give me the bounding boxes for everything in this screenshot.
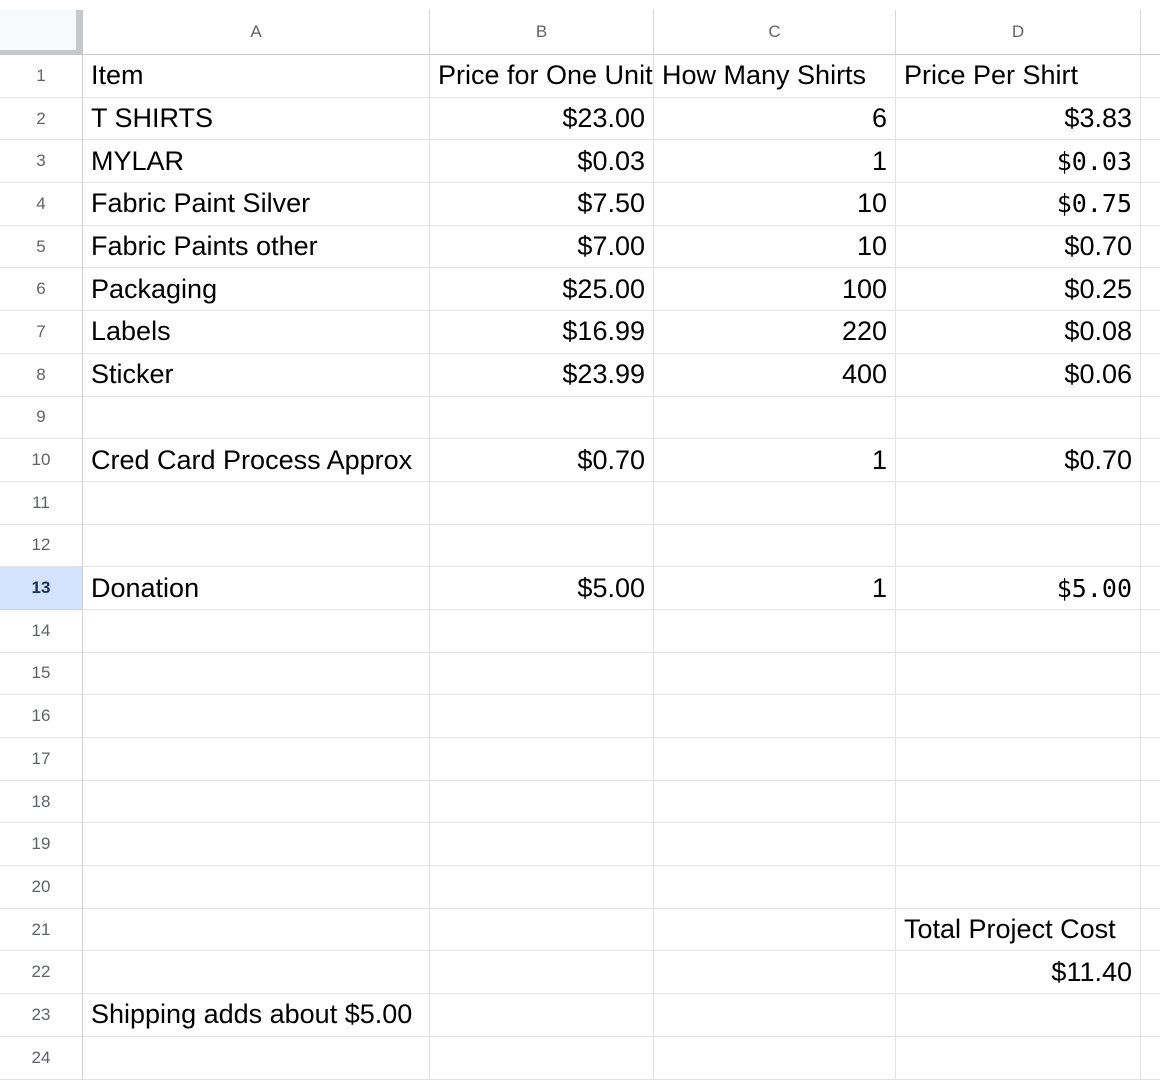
- table-row-13: [0, 567, 1160, 610]
- cell-A10[interactable]: Cred Card Process Approx: [83, 439, 430, 482]
- row-number-7[interactable]: 7: [0, 311, 83, 354]
- table-row-19: [0, 823, 1160, 866]
- cell-D12[interactable]: [896, 525, 1141, 568]
- cell-C19[interactable]: [654, 823, 896, 866]
- table-row-11: [0, 482, 1160, 525]
- table-row-7: [0, 311, 1160, 354]
- grid-body: [0, 55, 1160, 1080]
- cell-A23[interactable]: Shipping adds about $5.00: [83, 994, 430, 1037]
- table-row-9: [0, 397, 1160, 440]
- cell-A17[interactable]: [83, 738, 430, 781]
- row-number-15[interactable]: 15: [0, 653, 83, 696]
- cell-D3[interactable]: $0.03: [896, 140, 1141, 183]
- column-header-C[interactable]: C: [654, 10, 896, 55]
- cell-D6[interactable]: $0.25: [896, 268, 1141, 311]
- cell-E3[interactable]: [1141, 140, 1160, 183]
- cell-B12[interactable]: [430, 525, 654, 568]
- cell-D5[interactable]: $0.70: [896, 226, 1141, 269]
- row-number-3[interactable]: 3: [0, 140, 83, 183]
- cell-E20[interactable]: [1141, 866, 1160, 909]
- cell-B9[interactable]: [430, 397, 654, 440]
- column-header-row: [0, 10, 1160, 55]
- cell-A6[interactable]: Packaging: [83, 268, 430, 311]
- cell-B10[interactable]: $0.70: [430, 439, 654, 482]
- cell-B14[interactable]: [430, 610, 654, 653]
- cell-D9[interactable]: [896, 397, 1141, 440]
- table-row-20: [0, 866, 1160, 909]
- cell-E21[interactable]: [1141, 909, 1160, 952]
- row-number-21[interactable]: 21: [0, 909, 83, 952]
- cell-C11[interactable]: [654, 482, 896, 525]
- cell-D7[interactable]: $0.08: [896, 311, 1141, 354]
- cell-A16[interactable]: [83, 695, 430, 738]
- cell-E10[interactable]: [1141, 439, 1160, 482]
- cell-E6[interactable]: [1141, 268, 1160, 311]
- cell-C1[interactable]: How Many Shirts: [654, 55, 896, 98]
- cell-B15[interactable]: [430, 653, 654, 696]
- cell-E19[interactable]: [1141, 823, 1160, 866]
- cell-C14[interactable]: [654, 610, 896, 653]
- table-row-17: [0, 738, 1160, 781]
- row-number-20[interactable]: 20: [0, 866, 83, 909]
- cell-E16[interactable]: [1141, 695, 1160, 738]
- cell-A15[interactable]: [83, 653, 430, 696]
- row-number-13-selected[interactable]: 13: [0, 567, 83, 610]
- cell-E8[interactable]: [1141, 354, 1160, 397]
- cell-D11[interactable]: [896, 482, 1141, 525]
- column-header-B[interactable]: B: [430, 10, 654, 55]
- cell-B20[interactable]: [430, 866, 654, 909]
- cell-C9[interactable]: [654, 397, 896, 440]
- row-number-9[interactable]: 9: [0, 397, 83, 440]
- cell-E18[interactable]: [1141, 781, 1160, 824]
- cell-E22[interactable]: [1141, 951, 1160, 994]
- row-number-23[interactable]: 23: [0, 994, 83, 1037]
- row-number-18[interactable]: 18: [0, 781, 83, 824]
- cell-A1[interactable]: Item: [83, 55, 430, 98]
- cell-C22[interactable]: [654, 951, 896, 994]
- column-header-partial[interactable]: [1141, 10, 1160, 55]
- cell-C17[interactable]: [654, 738, 896, 781]
- row-number-19[interactable]: 19: [0, 823, 83, 866]
- cell-B8[interactable]: $23.99: [430, 354, 654, 397]
- cell-A11[interactable]: [83, 482, 430, 525]
- cell-D22[interactable]: $11.40: [896, 951, 1141, 994]
- table-row-18: [0, 781, 1160, 824]
- row-number-14[interactable]: 14: [0, 610, 83, 653]
- cell-B24[interactable]: [430, 1037, 654, 1080]
- cell-E15[interactable]: [1141, 653, 1160, 696]
- table-row-22: [0, 951, 1160, 994]
- cell-B23[interactable]: [430, 994, 654, 1037]
- cell-B4[interactable]: $7.50: [430, 183, 654, 226]
- cell-C12[interactable]: [654, 525, 896, 568]
- cell-D1[interactable]: Price Per Shirt: [896, 55, 1141, 98]
- table-row-16: [0, 695, 1160, 738]
- cell-D2[interactable]: $3.83: [896, 98, 1141, 141]
- cell-D16[interactable]: [896, 695, 1141, 738]
- cell-C21[interactable]: [654, 909, 896, 952]
- cell-B2[interactable]: $23.00: [430, 98, 654, 141]
- cell-E2[interactable]: [1141, 98, 1160, 141]
- row-number-11[interactable]: 11: [0, 482, 83, 525]
- cell-E13[interactable]: [1141, 567, 1160, 610]
- table-row-8: [0, 354, 1160, 397]
- cell-D21[interactable]: Total Project Cost: [896, 909, 1141, 952]
- cell-C2[interactable]: 6: [654, 98, 896, 141]
- cell-E9[interactable]: [1141, 397, 1160, 440]
- row-number-6[interactable]: 6: [0, 268, 83, 311]
- table-row-5: [0, 226, 1160, 269]
- row-number-5[interactable]: 5: [0, 226, 83, 269]
- cell-A2[interactable]: T SHIRTS: [83, 98, 430, 141]
- cell-C20[interactable]: [654, 866, 896, 909]
- cell-C16[interactable]: [654, 695, 896, 738]
- cell-D8[interactable]: $0.06: [896, 354, 1141, 397]
- column-header-A[interactable]: A: [83, 10, 430, 55]
- cell-B1[interactable]: Price for One Unit: [430, 55, 654, 98]
- cell-E1[interactable]: [1141, 55, 1160, 98]
- cell-A20[interactable]: [83, 866, 430, 909]
- cell-D24[interactable]: [896, 1037, 1141, 1080]
- cell-E11[interactable]: [1141, 482, 1160, 525]
- table-row-21: [0, 909, 1160, 952]
- row-number-22[interactable]: 22: [0, 951, 83, 994]
- cell-C7[interactable]: 220: [654, 311, 896, 354]
- row-number-17[interactable]: 17: [0, 738, 83, 781]
- table-row-23: [0, 994, 1160, 1037]
- cell-B19[interactable]: [430, 823, 654, 866]
- row-number-12[interactable]: 12: [0, 525, 83, 568]
- cell-A12[interactable]: [83, 525, 430, 568]
- cell-B18[interactable]: [430, 781, 654, 824]
- cell-D18[interactable]: [896, 781, 1141, 824]
- cell-E24[interactable]: [1141, 1037, 1160, 1080]
- cell-D17[interactable]: [896, 738, 1141, 781]
- cell-C4[interactable]: 10: [654, 183, 896, 226]
- table-row-2: [0, 98, 1160, 141]
- cell-C15[interactable]: [654, 653, 896, 696]
- table-row-24: [0, 1037, 1160, 1080]
- cell-D10[interactable]: $0.70: [896, 439, 1141, 482]
- cell-A13[interactable]: Donation: [83, 567, 430, 610]
- cell-E12[interactable]: [1141, 525, 1160, 568]
- cell-A7[interactable]: Labels: [83, 311, 430, 354]
- row-number-16[interactable]: 16: [0, 695, 83, 738]
- cell-E7[interactable]: [1141, 311, 1160, 354]
- table-row-1: [0, 55, 1160, 98]
- cell-C5[interactable]: 10: [654, 226, 896, 269]
- cell-C24[interactable]: [654, 1037, 896, 1080]
- cell-C18[interactable]: [654, 781, 896, 824]
- cell-C3[interactable]: 1: [654, 140, 896, 183]
- cell-A24[interactable]: [83, 1037, 430, 1080]
- top-margin: [0, 0, 1160, 10]
- table-row-3: [0, 140, 1160, 183]
- table-row-12: [0, 525, 1160, 568]
- column-header-D[interactable]: D: [896, 10, 1141, 55]
- cell-D23[interactable]: [896, 994, 1141, 1037]
- cell-B6[interactable]: $25.00: [430, 268, 654, 311]
- cell-C6[interactable]: 100: [654, 268, 896, 311]
- cell-E4[interactable]: [1141, 183, 1160, 226]
- cell-A9[interactable]: [83, 397, 430, 440]
- row-number-24[interactable]: 24: [0, 1037, 83, 1080]
- row-number-8[interactable]: 8: [0, 354, 83, 397]
- cell-D4[interactable]: $0.75: [896, 183, 1141, 226]
- cell-C13[interactable]: 1: [654, 567, 896, 610]
- cell-C8[interactable]: 400: [654, 354, 896, 397]
- row-number-2[interactable]: 2: [0, 98, 83, 141]
- cell-E14[interactable]: [1141, 610, 1160, 653]
- cell-A5[interactable]: Fabric Paints other: [83, 226, 430, 269]
- cell-B3[interactable]: $0.03: [430, 140, 654, 183]
- cell-A8[interactable]: Sticker: [83, 354, 430, 397]
- cell-D14[interactable]: [896, 610, 1141, 653]
- cell-E17[interactable]: [1141, 738, 1160, 781]
- cell-B7[interactable]: $16.99: [430, 311, 654, 354]
- cell-B22[interactable]: [430, 951, 654, 994]
- cell-D15[interactable]: [896, 653, 1141, 696]
- select-all-corner[interactable]: [0, 10, 83, 55]
- cell-D19[interactable]: [896, 823, 1141, 866]
- cell-E23[interactable]: [1141, 994, 1160, 1037]
- cell-A22[interactable]: [83, 951, 430, 994]
- row-number-1[interactable]: 1: [0, 55, 83, 98]
- cell-B11[interactable]: [430, 482, 654, 525]
- cell-B21[interactable]: [430, 909, 654, 952]
- cell-B5[interactable]: $7.00: [430, 226, 654, 269]
- cell-A4[interactable]: Fabric Paint Silver: [83, 183, 430, 226]
- cell-B13[interactable]: $5.00: [430, 567, 654, 610]
- cell-C10[interactable]: 1: [654, 439, 896, 482]
- table-row-14: [0, 610, 1160, 653]
- row-number-10[interactable]: 10: [0, 439, 83, 482]
- row-number-4[interactable]: 4: [0, 183, 83, 226]
- cell-D20[interactable]: [896, 866, 1141, 909]
- cell-E5[interactable]: [1141, 226, 1160, 269]
- table-row-4: [0, 183, 1160, 226]
- cell-D13[interactable]: $5.00: [896, 567, 1141, 610]
- cell-A18[interactable]: [83, 781, 430, 824]
- cell-A19[interactable]: [83, 823, 430, 866]
- cell-A21[interactable]: [83, 909, 430, 952]
- table-row-6: [0, 268, 1160, 311]
- cell-A14[interactable]: [83, 610, 430, 653]
- cell-A3[interactable]: MYLAR: [83, 140, 430, 183]
- table-row-10: [0, 439, 1160, 482]
- table-row-15: [0, 653, 1160, 696]
- cell-B16[interactable]: [430, 695, 654, 738]
- cell-C23[interactable]: [654, 994, 896, 1037]
- cell-B17[interactable]: [430, 738, 654, 781]
